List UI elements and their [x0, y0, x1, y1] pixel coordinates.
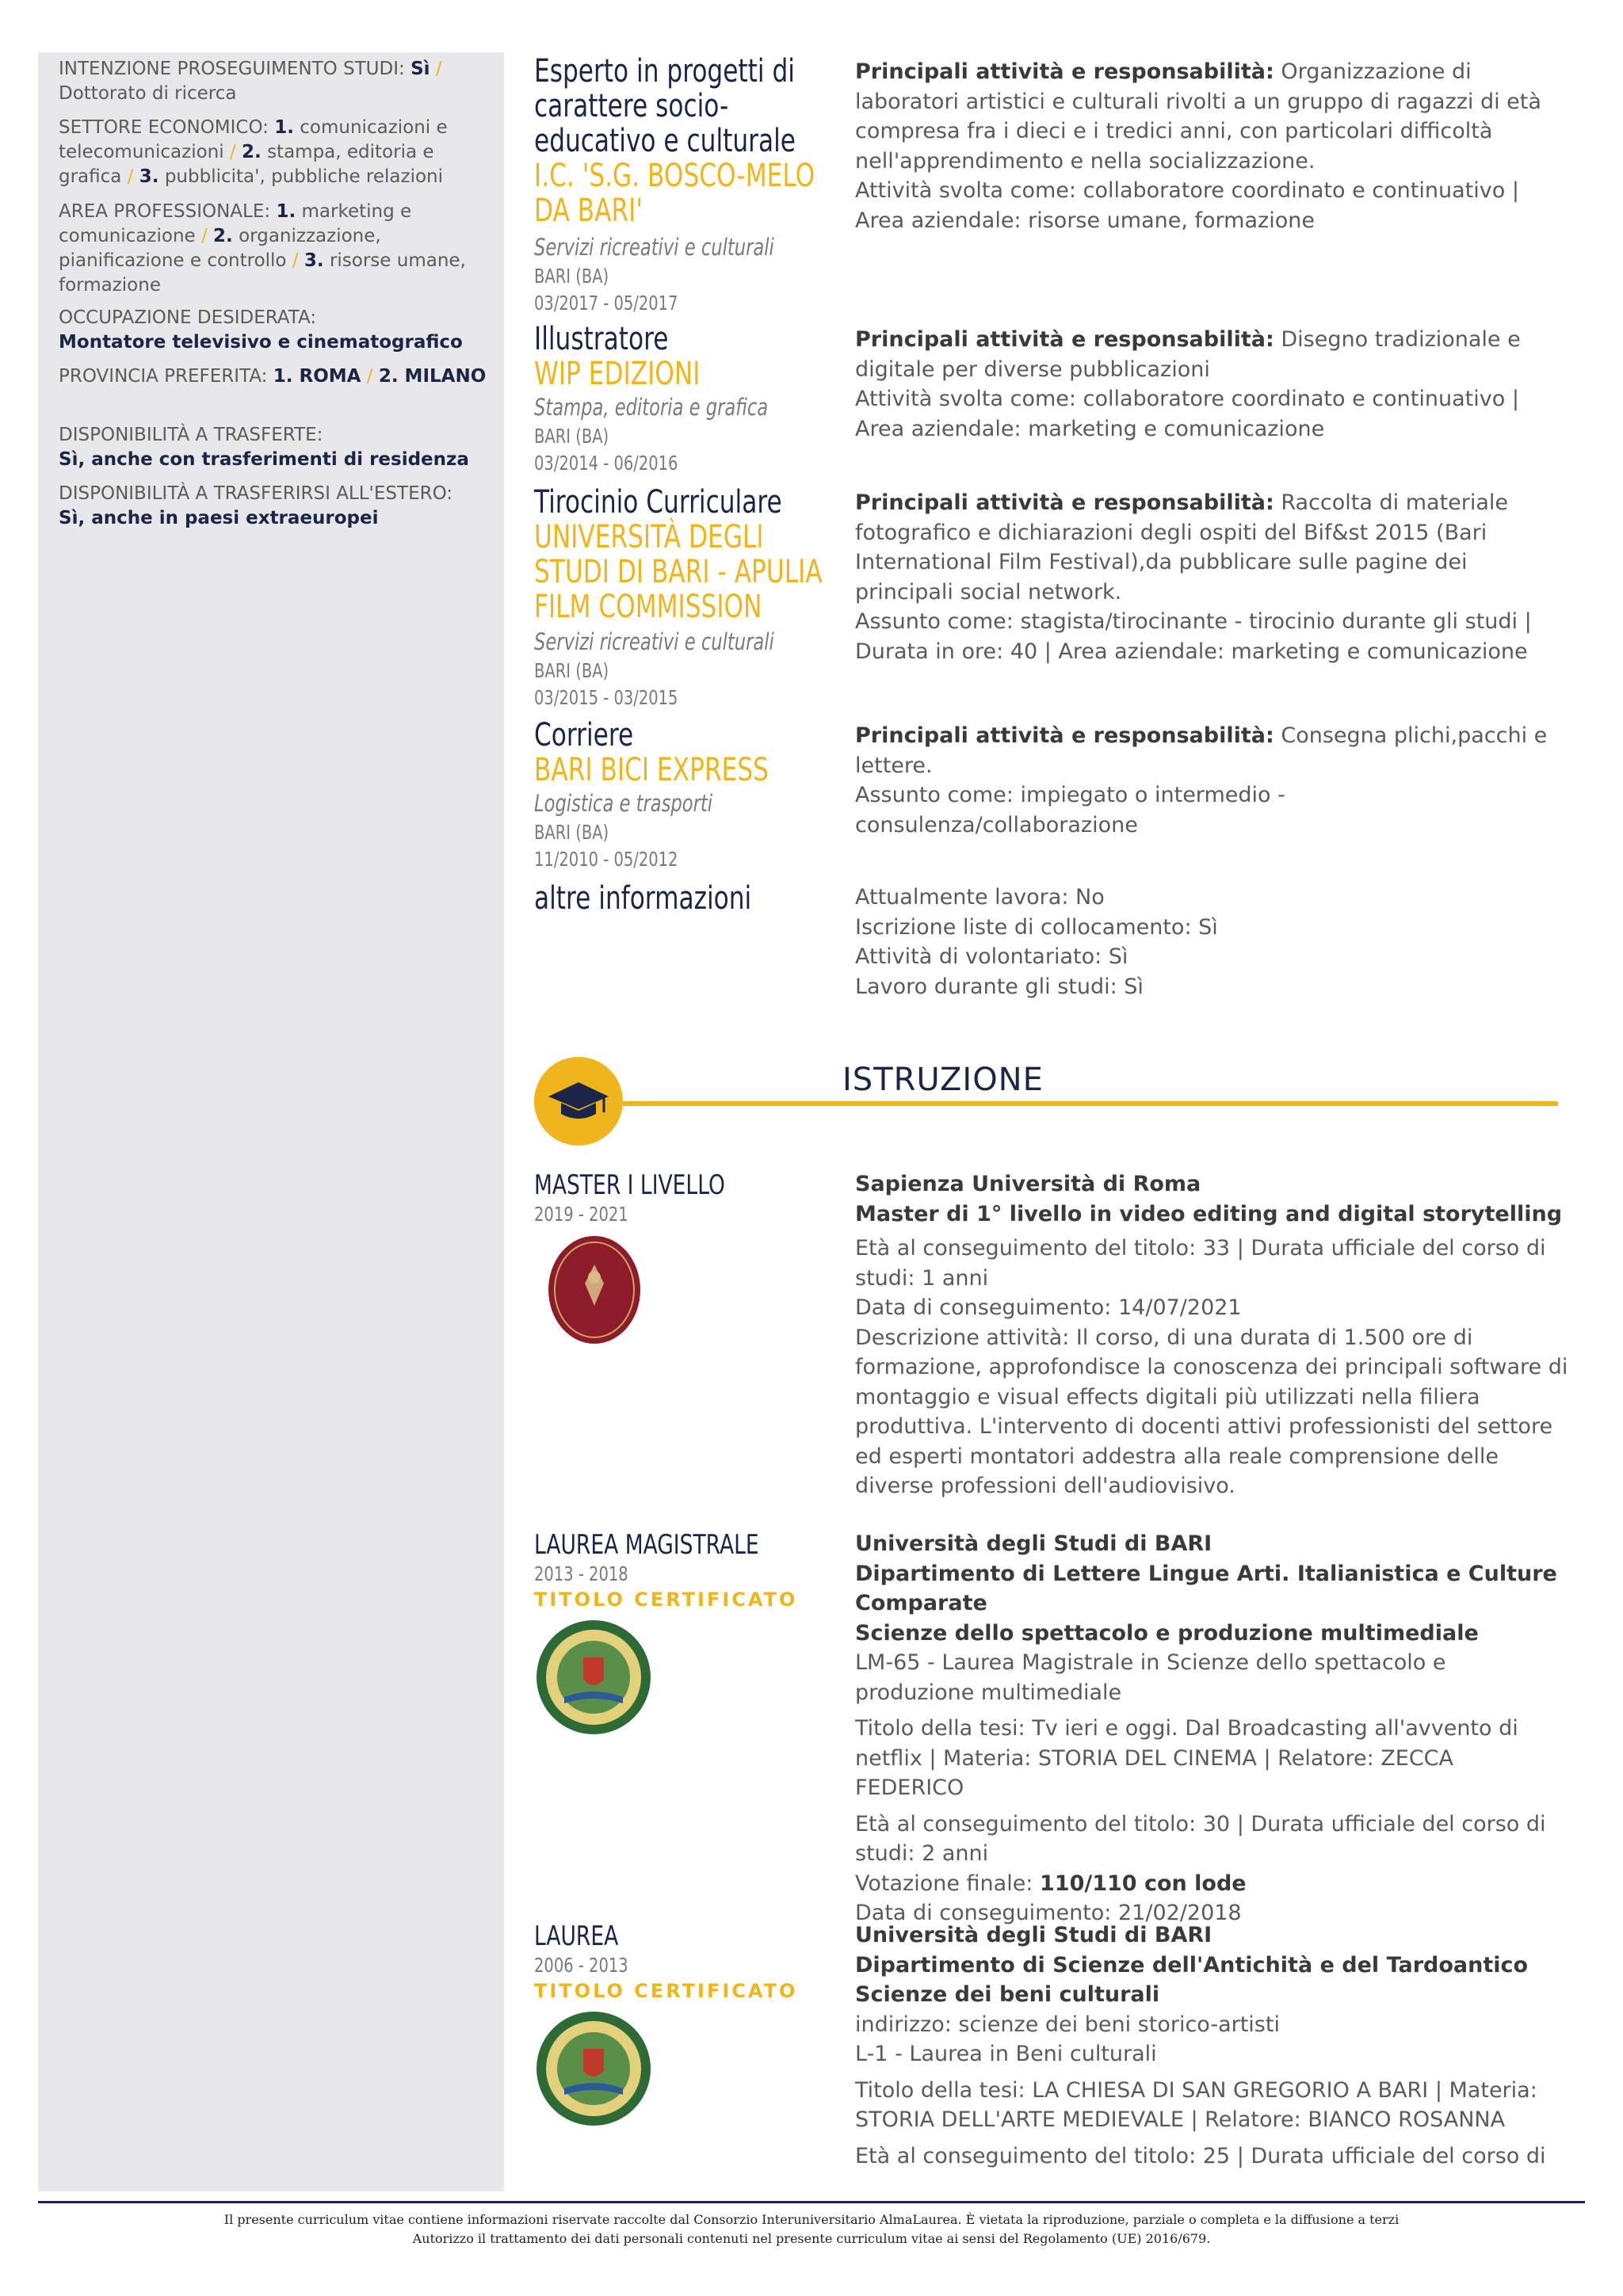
- edu-degree-class: L-1 - Laurea in Beni culturali: [855, 2042, 1157, 2066]
- settore-2: stampa, editoria e grafica: [59, 142, 434, 187]
- estero-label: DISPONIBILITÀ A TRASFERIRSI ALL'ESTERO:: [59, 483, 453, 504]
- disponibilita-estero: [59, 482, 487, 531]
- separator: /: [127, 166, 134, 187]
- job-extra: Assunto come: stagista/tirocinante - tirocinio durante gli studi | Durata in ore: 40 | Area aziendale: marketing e comunicazione: [855, 609, 1532, 664]
- edu-level: MASTER I LIVELLO: [534, 1169, 725, 1201]
- edu-period: 2006 - 2013: [534, 1954, 628, 1977]
- job-meta: [534, 626, 842, 711]
- settore-2-num: 2.: [242, 142, 262, 162]
- separator: /: [435, 59, 442, 79]
- separator: /: [200, 226, 208, 246]
- university-seal-icon: [534, 1618, 653, 1737]
- job-title: Esperto in progetti di carattere socio-educativo e culturale: [534, 53, 796, 159]
- job-title: Illustratore: [534, 321, 669, 357]
- job-sector: Logistica e trasporti: [534, 790, 713, 817]
- resp-label: Principali attività e responsabilità:: [855, 59, 1274, 84]
- area-1: marketing e comunicazione: [59, 201, 412, 246]
- section-heading-istruzione: ISTRUZIONE: [842, 1062, 1044, 1098]
- intenzione-studi: [59, 57, 487, 106]
- job-period: 11/2010 - 05/2012: [534, 848, 678, 871]
- area-professionale: [59, 200, 487, 298]
- area-2: organizzazione, pianificazione e controllo: [59, 226, 381, 271]
- footer-line-1: Il presente curriculum vitae contiene informazioni riservate raccolte dal Consorzio Interuniversitario AlmaLaurea. È vietata la riproduzione, parziale o completa e la diffusione a terzi: [223, 2212, 1400, 2227]
- resp-label: Principali attività e responsabilità:: [855, 327, 1274, 352]
- intenzione-label: INTENZIONE PROSEGUIMENTO STUDI:: [59, 59, 405, 79]
- area-3: risorse umane, formazione: [59, 250, 466, 296]
- occupazione-value: Montatore televisivo e cinematografico: [59, 332, 463, 353]
- edu-period: 2013 - 2018: [534, 1562, 628, 1585]
- provincia-preferita: [59, 364, 487, 389]
- job-company: I.C. 'S.G. BOSCO-MELO DA BARI': [534, 158, 815, 229]
- job-period: 03/2015 - 03/2015: [534, 686, 678, 709]
- job-sector: Stampa, editoria e grafica: [534, 394, 769, 421]
- area-1-num: 1.: [276, 201, 296, 222]
- section-divider: [623, 1101, 1558, 1106]
- footer-line-2: Autorizzo il trattamento dei dati personali contenuti nel presente curriculum vitae ai sensi del Regolamento (UE) 2016/679.: [412, 2231, 1211, 2246]
- edu-grade: [855, 1869, 1568, 1899]
- separator: /: [292, 250, 299, 271]
- settore-1: comunicazioni e telecomunicazioni: [59, 117, 448, 162]
- estero-value: Sì, anche in paesi extraeuropei: [59, 508, 379, 528]
- altre-informazioni-list: [855, 883, 1568, 1001]
- job-location: BARI (BA): [534, 821, 609, 844]
- job-extra: Attività svolta come: collaboratore coordinato e continuativo | Area aziendale: risorse umane, formazione: [855, 178, 1519, 233]
- edu-department: Dipartimento di Scienze dell'Antichità e del Tardoantico: [855, 1952, 1529, 1978]
- job-entry: [534, 54, 835, 228]
- area-2-num: 2.: [213, 226, 233, 246]
- graduation-cap-icon: [534, 1057, 623, 1146]
- settore-economico: [59, 116, 487, 189]
- resp-label: Principali attività e responsabilità:: [855, 490, 1274, 515]
- settore-label: SETTORE ECONOMICO:: [59, 117, 269, 138]
- footer-divider: [38, 2201, 1585, 2203]
- edu-course: Scienze dei beni culturali: [855, 1982, 1160, 2007]
- edu-department: Dipartimento di Lettere Lingue Arti. Italianistica e Culture Comparate: [855, 1561, 1557, 1615]
- settore-3: pubblicita', pubbliche relazioni: [164, 166, 444, 187]
- provincia-2: 2. MILANO: [378, 366, 487, 387]
- job-company: UNIVERSITÀ DEGLI STUDI DI BARI - APULIA FILM COMMISSION: [534, 519, 823, 625]
- intenzione-value: Sì: [411, 59, 430, 79]
- trasferte-value: Sì, anche con trasferimenti di residenza: [59, 449, 469, 470]
- edu-university: Università degli Studi di BARI: [855, 1531, 1212, 1556]
- edu-curriculum: indirizzo: scienze dei beni storico-artisti: [855, 2012, 1280, 2037]
- edu-date: Data di conseguimento: 21/02/2018: [855, 1901, 1242, 1925]
- edu-certified-badge: TITOLO CERTIFICATO: [534, 1980, 798, 2002]
- job-title-wrap: [534, 322, 831, 391]
- resp-text: Raccolta di materiale fotografico e dichiarazioni degli ospiti del Bif&st 2015 (Bari International Film Festival),da pubblicare sulle pagine dei principali social network.: [855, 490, 1509, 605]
- resp-text: Organizzazione di laboratori artistici e culturali rivolti a un gruppo di ragazzi di età compresa fra i dieci e i tredici anni, con particolari difficoltà nell'apprendimento e nella socializzazione.: [855, 59, 1541, 174]
- edu-university: Sapienza Università di Roma: [855, 1172, 1201, 1196]
- edu-thesis: Titolo della tesi: LA CHIESA DI SAN GREGORIO A BARI | Materia: STORIA DELL'ARTE MEDIEVALE | Relatore: BIANCO ROSANNA: [855, 2077, 1537, 2132]
- education-entry: [534, 1529, 823, 1611]
- education-description: [855, 1529, 1568, 1928]
- job-title-wrap: [534, 54, 831, 228]
- job-location: BARI (BA): [534, 265, 609, 288]
- disponibilita-trasferte: [59, 423, 487, 472]
- job-location: BARI (BA): [534, 425, 609, 448]
- edu-age-duration: Età al conseguimento del titolo: 25 | Durata ufficiale del corso di: [855, 2143, 1546, 2168]
- area-3-num: 3.: [304, 250, 324, 271]
- settore-1-num: 1.: [274, 117, 294, 138]
- university-seal-icon: [534, 2009, 653, 2128]
- edu-date: Data di conseguimento: 14/07/2021: [855, 1295, 1242, 1320]
- altre-informazioni-title-wrap: [534, 881, 812, 916]
- edu-level: LAUREA: [534, 1920, 619, 1952]
- job-title: Corriere: [534, 717, 634, 753]
- edu-course: Master di 1° livello in video editing and digital storytelling: [855, 1201, 1563, 1226]
- job-extra: Assunto come: impiegato o intermedio - consulenza/collaborazione: [855, 783, 1285, 837]
- grade-value: 110/110 con lode: [1040, 1871, 1247, 1896]
- job-location: BARI (BA): [534, 659, 609, 682]
- settore-3-num: 3.: [139, 166, 159, 187]
- job-period: 03/2014 - 06/2016: [534, 452, 678, 475]
- resp-label: Principali attività e responsabilità:: [855, 723, 1274, 748]
- education-description: [855, 1920, 1568, 2171]
- edu-period: 2019 - 2021: [534, 1203, 628, 1226]
- job-title: Tirocinio Curriculare: [534, 484, 782, 521]
- separator: /: [366, 366, 373, 387]
- edu-degree-class: LM-65 - Laurea Magistrale in Scienze dello spettacolo e produzione multimediale: [855, 1650, 1446, 1705]
- edu-thesis: Titolo della tesi: Tv ieri e oggi. Dal Broadcasting all'avvento di netflix | Materia: STORIA DEL CINEMA | Relatore: ZECCA FEDERICO: [855, 1716, 1518, 1800]
- university-seal-icon: [547, 1234, 642, 1345]
- edu-age-duration: Età al conseguimento del titolo: 33 | Durata ufficiale del corso di studi: 1 anni: [855, 1236, 1546, 1291]
- altre-line: Attività di volontariato: Sì: [855, 944, 1128, 969]
- edu-university: Università degli Studi di BARI: [855, 1923, 1212, 1947]
- edu-course: Scienze dello spettacolo e produzione multimediale: [855, 1620, 1479, 1646]
- job-meta: [534, 231, 842, 317]
- job-title-wrap: [534, 485, 831, 624]
- job-description: [855, 57, 1568, 235]
- edu-level: LAUREA MAGISTRALE: [534, 1529, 759, 1561]
- altre-informazioni-title: altre informazioni: [534, 880, 752, 917]
- provincia-1: 1. ROMA: [273, 366, 361, 387]
- job-sector: Servizi ricreativi e culturali: [534, 628, 774, 655]
- resp-text: Consegna plichi,pacchi e lettere.: [855, 723, 1548, 778]
- altre-line: Lavoro durante gli studi: Sì: [855, 974, 1144, 999]
- job-description: [855, 325, 1568, 444]
- provincia-label: PROVINCIA PREFERITA:: [59, 366, 268, 387]
- trasferte-label: DISPONIBILITÀ A TRASFERTE:: [59, 425, 323, 445]
- area-label: AREA PROFESSIONALE:: [59, 201, 271, 222]
- job-description: [855, 488, 1568, 666]
- job-company: BARI BICI EXPRESS: [534, 752, 769, 788]
- education-description: [855, 1169, 1568, 1501]
- edu-activity: Descrizione attività: Il corso, di una durata di 1.500 ore di formazione, approfondisce la conoscenza dei principali software di montaggio e visual effects digitali più utilizzati nella filiera produttiva. L'intervento di docenti attivi professionisti del settore ed esperti montatori addestra alla reale comprensione delle diverse professioni dell'audiovisivo.: [855, 1325, 1568, 1498]
- edu-certified-badge: TITOLO CERTIFICATO: [534, 1589, 798, 1611]
- occupazione-label: OCCUPAZIONE DESIDERATA:: [59, 307, 317, 328]
- edu-age-duration: Età al conseguimento del titolo: 30 | Durata ufficiale del corso di studi: 2 anni: [855, 1811, 1546, 1866]
- education-entry: [534, 1169, 779, 1228]
- separator: /: [229, 142, 236, 162]
- footer-disclaimer: [38, 2210, 1585, 2248]
- job-title-wrap: [534, 718, 831, 788]
- altre-line: Iscrizione liste di collocamento: Sì: [855, 914, 1218, 940]
- occupazione-desiderata: [59, 306, 487, 355]
- intenzione-extra: Dottorato di ricerca: [59, 83, 237, 104]
- job-period: 03/2017 - 05/2017: [534, 292, 678, 315]
- job-company: WIP EDIZIONI: [534, 356, 701, 392]
- grade-label: Votazione finale:: [855, 1871, 1033, 1896]
- resp-text: Disegno tradizionale e digitale per diverse pubblicazioni: [855, 327, 1521, 382]
- education-entry: [534, 1920, 797, 2003]
- job-sector: Servizi ricreativi e culturali: [534, 234, 774, 261]
- job-extra: Attività svolta come: collaboratore coordinato e continuativo | Area aziendale: marketing e comunicazione: [855, 387, 1519, 441]
- job-description: [855, 721, 1568, 840]
- altre-line: Attualmente lavora: No: [855, 885, 1105, 910]
